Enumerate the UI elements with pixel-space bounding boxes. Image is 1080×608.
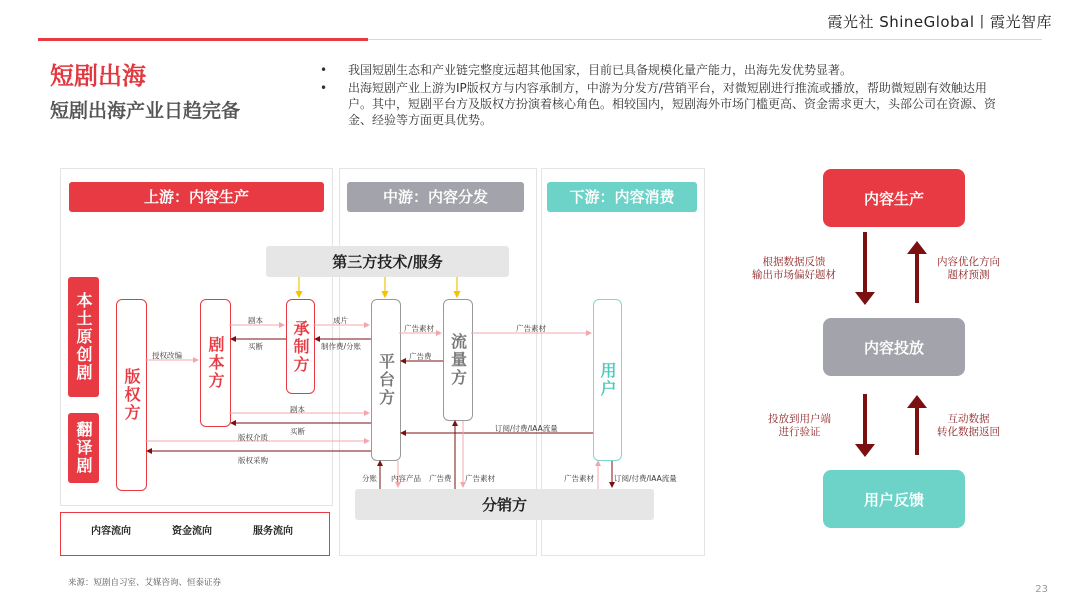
legend-content-flow: 内容流向 <box>91 526 131 537</box>
midstream-header: 中游：内容分发 <box>347 182 524 212</box>
content-production-box: 内容生产 <box>823 169 965 227</box>
page-title: 短剧出海 <box>50 62 146 90</box>
producer-box: 承制方 <box>286 299 315 394</box>
cycle-label: 投放到用户端 进行验证 <box>768 413 831 438</box>
flow-label: 分账 <box>362 474 377 483</box>
copyright-holder-box: 版权方 <box>116 299 147 491</box>
translated-drama-box: 翻译剧 <box>68 413 99 483</box>
upstream-header: 上游：内容生产 <box>69 182 324 212</box>
legend-service-flow: 服务流向 <box>253 526 293 537</box>
script-party-box: 剧本方 <box>200 299 231 427</box>
user-feedback-box: 用户反馈 <box>823 470 965 528</box>
flow-label: 授权改编 <box>152 351 182 360</box>
flow-label: 买断 <box>248 342 263 351</box>
source-note: 来源：短剧自习室、艾媒咨询、恒泰证券 <box>68 578 222 588</box>
flow-label: 广告素材 <box>465 474 495 483</box>
content-delivery-box: 内容投放 <box>823 318 965 376</box>
traffic-party-box: 流量方 <box>443 299 473 421</box>
flow-label: 广告费 <box>409 352 432 361</box>
flow-label: 订阅/付费/IAA流量 <box>495 424 558 433</box>
legend-money-flow: 资金流向 <box>172 526 212 537</box>
platform-box: 平台方 <box>371 299 401 461</box>
downstream-header: 下游：内容消费 <box>547 182 697 212</box>
local-original-drama-box: 本土原创剧 <box>68 277 99 397</box>
brand-logo-text: 霞光社 ShineGlobal丨霞光智库 <box>827 13 1052 31</box>
flow-label: 广告素材 <box>564 474 594 483</box>
page-subtitle: 短剧出海产业日趋完备 <box>50 100 241 122</box>
cycle-label: 根据数据反馈 输出市场偏好题材 <box>752 256 836 281</box>
flow-label: 广告素材 <box>516 324 546 333</box>
legend <box>60 512 330 556</box>
bullet-text: 我国短剧生态和产业链完整度远超其他国家，目前已具备规模化量产能力，出海先发优势显著。 <box>348 63 853 77</box>
third-party-service-bar: 第三方技术/服务 <box>266 246 509 277</box>
flow-label: 剧本 <box>248 316 263 325</box>
cycle-label: 互动数据 转化数据返回 <box>937 413 1000 438</box>
flow-label: 内容产品 <box>391 474 421 483</box>
flow-label: 广告费 <box>429 474 452 483</box>
flow-label: 订阅/付费/IAA流量 <box>614 474 677 483</box>
bullet-text: 出海短剧产业上游为IP版权方与内容承制方，中游为分发方/营销平台，对微短剧进行推流或播放，帮助微短剧有效触达用户。其中，短剧平台方及版权方扮演着核心角色。相较国内，短剧海外市场门槛更高、资金需求更大，头部公司在资源、资金、经验等方面更具优势。 <box>348 81 997 127</box>
flow-label: 版权采购 <box>238 456 268 465</box>
flow-label: 广告素材 <box>404 324 434 333</box>
cycle-label: 内容优化方向 题材预测 <box>937 256 1000 281</box>
user-box: 用户 <box>593 299 622 461</box>
flow-label: 成片 <box>333 316 348 325</box>
flow-label: 版权介质 <box>238 433 268 442</box>
flow-label: 制作费/分账 <box>321 342 362 351</box>
flow-label: 买断 <box>290 427 305 436</box>
flow-label: 剧本 <box>290 405 305 414</box>
page-number: 23 <box>1035 584 1048 595</box>
distributor-bar: 分销方 <box>355 489 654 520</box>
